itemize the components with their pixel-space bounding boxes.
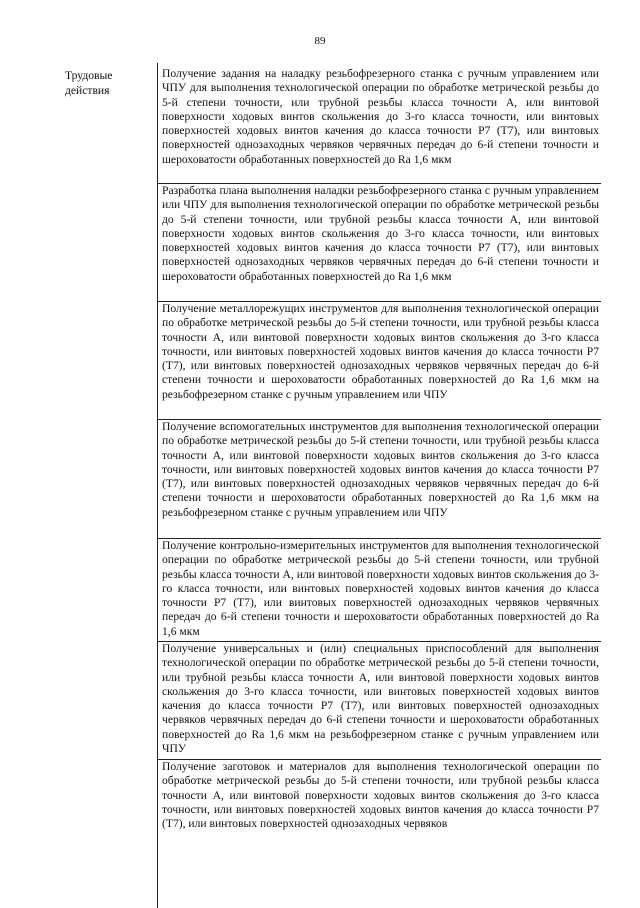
page-number: 89	[314, 35, 326, 47]
action-item-4: Получение вспомогательных инструментов для выполнения технологической операции по обработке метрической резьбы до 5-й степени точности, или трубной резьбы класса точности А, или винтовой поверхности ходовых винтов скольжения до 3-го класса точности, или винтовых поверхностей ходовых винтов качения до класса точности Р7 (Т7), или винтовых поверхностей однозаходных червяков червячных передач до 6-й степени точности и шероховатости обработанных поверхностей до Ra 1,6 мкм на резьбофрезерном станке с ручным управлением или ЧПУ	[158, 420, 601, 539]
action-item-5: Получение контрольно-измерительных инструментов для выполнения технологической операции по обработке метрической резьбы до 5-й степени точности, или трубной резьбы класса точности А, или винтовой поверхности ходовых винтов скольжения до 3-го класса точности, или винтовых поверхностей ходовых винтов качения до класса точности Р7 (Т7), или винтовых поверхностей однозаходных червяков червячных передач до 6-й степени точности и шероховатости обработанных поверхностей до Ra 1,6 мкм	[158, 539, 601, 642]
labor-actions-table	[57, 63, 605, 908]
action-item-2: Разработка плана выполнения наладки резьбофрезерного станка с ручным управлением или ЧПУ для выполнения технологической операции по обработке метрической резьбы до 5-й степени точности, или трубной резьбы класса точности А, или винтовой поверхности ходовых винтов скольжения до 3-го класса точности, или винтовых поверхностей ходовых винтов качения до класса точности Р7 (Т7), или винтовых поверхностей однозаходных червяков червячных передач до 6-й степени точности и шероховатости обработанных поверхностей до Ra 1,6 мкм	[158, 184, 601, 302]
actions-list	[158, 67, 601, 877]
action-item-3: Получение металлорежущих инструментов для выполнения технологической операции по обработке метрической резьбы до 5-й степени точности, или трубной резьбы класса точности А, или винтовой поверхности ходовых винтов скольжения до 3-го класса точности, или винтовых поверхностей ходовых винтов качения до класса точности Р7 (Т7), или винтовых поверхностей однозаходных червяков червячных передач до 6-й степени точности и шероховатости обработанных поверхностей до Ra 1,6 мкм на резьбофрезерном станке с ручным управлением или ЧПУ	[158, 302, 601, 420]
row-label: Трудовые действия	[65, 69, 113, 97]
action-item-1: Получение задания на наладку резьбофрезерного станка с ручным управлением или ЧПУ для выполнения технологической операции по обработке метрической резьбы до 5-й степени точности, или трубной резьбы класса точности А, или винтовой поверхности ходовых винтов скольжения до 3-го класса точности, или винтовых поверхностей ходовых винтов качения до класса точности Р7 (Т7), или винтовых поверхностей однозаходных червяков червячных передач до 6-й степени точности и шероховатости обработанных поверхностей до Ra 1,6 мкм	[158, 67, 601, 184]
action-item-6: Получение универсальных и (или) специальных приспособлений для выполнения технологической операции по обработке метрической резьбы до 5-й степени точности, или трубной резьбы класса точности А, или винтовой поверхности ходовых винтов скольжения до 3-го класса точности, или винтовых поверхностей ходовых винтов качения до класса точности Р7 (Т7), или винтовых поверхностей однозаходных червяков червячных передач до 6-й степени точности и шероховатости обработанных поверхностей до Ra 1,6 мкм на резьбофрезерном станке с ручным управлением или ЧПУ	[158, 642, 601, 760]
action-item-7: Получение заготовок и материалов для выполнения технологической операции по обработке метрической резьбы до 5-й степени точности, или трубной резьбы класса точности А, или винтовой поверхности ходовых винтов скольжения до 3-го класса точности, или винтовых поверхностей ходовых винтов качения до класса точности Р7 (Т7), или винтовых поверхностей однозаходных червяков	[162, 760, 599, 831]
